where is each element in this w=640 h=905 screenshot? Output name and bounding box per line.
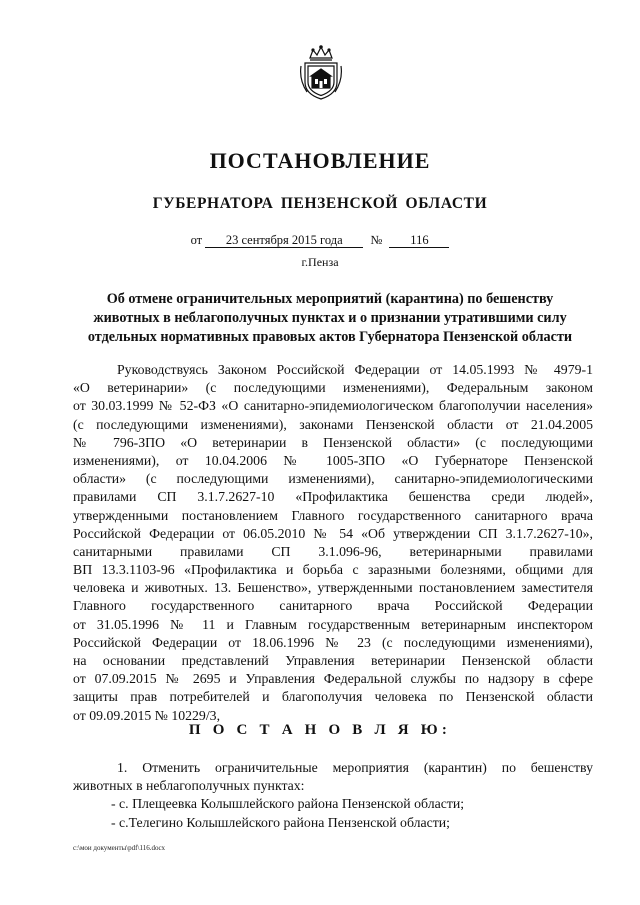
heading-line: животных в неблагополучных пунктах и о признании утратившими силу xyxy=(93,310,567,326)
preamble-line: Российской Федерации от 18.06.1996 № 23 (с последующими изменениями), xyxy=(73,634,593,650)
preamble-line: № 796-ЗПО «О ветеринарии в Пензенской области» (с последующими xyxy=(73,434,593,450)
preamble-line: от 31.05.1996 № 11 и Главным государственным ветеринарным инспектором xyxy=(73,616,593,632)
preamble-line: человека и животных. 13. Бешенство», утвержденными постановлением заместителя xyxy=(73,580,593,596)
file-path-footer: c:\мои документы\pdf\116.docx xyxy=(73,844,166,852)
number-sign: № xyxy=(370,233,383,247)
issuer-line: ГУБЕРНАТОРА ПЕНЗЕНСКОЙ ОБЛАСТИ xyxy=(152,195,488,212)
preamble-line: от 30.03.1999 № 52-ФЗ «О санитарно-эпидемиологическом благополучии населения» xyxy=(73,398,593,414)
preamble-line: «О ветеринарии» (с последующими изменениями), Федеральным законом xyxy=(73,380,593,396)
preamble-line: Главного государственного санитарного врача Российской Федерации xyxy=(73,598,593,614)
preamble-line: утвержденными постановлением Главного государственного санитарного врача xyxy=(73,507,593,523)
city-line: г.Пенза xyxy=(301,255,339,269)
preamble-line: Руководствуясь Законом Российской Федерации от 14.05.1993 № 4979-1 xyxy=(117,362,593,377)
preamble-line: защиты прав потребителей и благополучия человека по Пензенской области xyxy=(73,689,593,705)
date-number-line xyxy=(0,233,640,248)
preamble-line: на основании представлений Управления ветеринарии Пензенской области xyxy=(73,653,593,668)
decree-word: П О С Т А Н О В Л Я Ю: xyxy=(188,722,452,738)
preamble-line: изменениями), от 10.04.2006 № 1005-ЗПО «О Губернаторе Пензенской xyxy=(73,452,593,468)
preamble-paragraph xyxy=(73,361,593,725)
preamble-line: (с последующими изменениями), законами Пензенской области от 21.04.2005 xyxy=(73,416,593,432)
date-prefix: от xyxy=(190,233,203,247)
document-title: ПОСТАНОВЛЕНИЕ xyxy=(209,148,431,173)
preamble-line: Российской Федерации от 06.05.2010 № 54 «Об утверждении СП 3.1.7.2627-10», xyxy=(73,525,593,541)
preamble-line: от 07.09.2015 № 2695 и Управления Федеральной службы по надзору в сфере xyxy=(73,671,593,687)
preamble-line: ВП 13.3.1103-96 «Профилактика и борьба с заразными болезнями, общими для xyxy=(73,562,593,578)
item-line: животных в неблагополучных пунктах: xyxy=(73,778,305,794)
document-heading xyxy=(60,290,600,347)
preamble-line: от 09.09.2015 № 10229/3, xyxy=(73,707,221,723)
heading-line: отдельных нормативных правовых актов Губернатора Пензенской области xyxy=(87,329,573,345)
heading-line: Об отмене ограничительных мероприятий (карантина) по бешенству xyxy=(106,291,554,307)
preamble-line: правилами СП 3.1.7.2627-10 «Профилактика бешенства среди людей», xyxy=(73,489,593,505)
coat-of-arms-emblem xyxy=(299,44,343,100)
preamble-line: санитарными правилами СП 3.1.096-96, ветеринарными правилами xyxy=(73,543,593,559)
document-date: 23 сентября 2015 года xyxy=(205,233,363,248)
decree-item-1 xyxy=(73,759,593,832)
item-line: - с.Телегино Колышлейского района Пензенской области; xyxy=(111,814,451,830)
document-number: 116 xyxy=(389,233,449,248)
item-line: - с. Плещеевка Колышлейского района Пензенской области; xyxy=(111,796,465,812)
item-line: 1. Отменить ограничительные мероприятия (карантин) по бешенству xyxy=(117,760,593,775)
preamble-line: области» (с последующими изменениями), санитарно-эпидемиологическими xyxy=(73,471,593,487)
